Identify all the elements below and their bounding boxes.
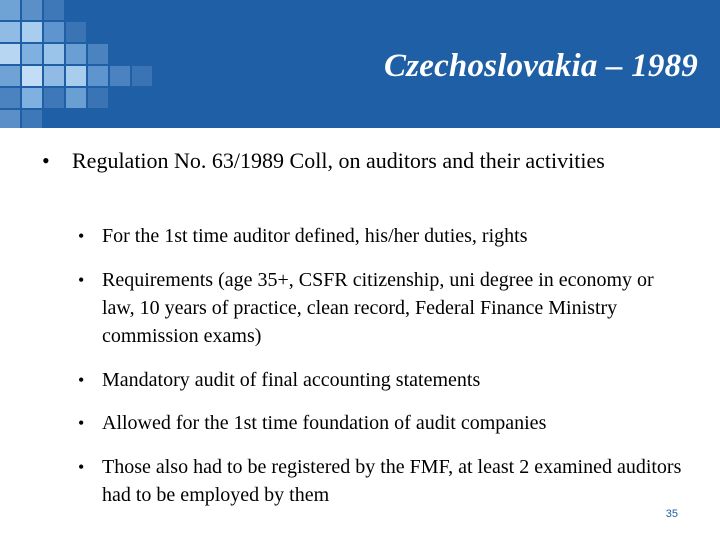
- bullet-text: Regulation No. 63/1989 Coll, on auditors and their activities: [72, 148, 605, 173]
- sub-bullet-text: Mandatory audit of final accounting statements: [102, 369, 481, 391]
- sub-bullet-text: For the 1st time auditor defined, his/her duties, rights: [102, 225, 528, 247]
- bullet-dot: •: [42, 148, 50, 173]
- bullet-dot: •: [78, 270, 85, 290]
- bullet-dot: •: [78, 370, 85, 390]
- bullet-item: [42, 147, 642, 203]
- sub-bullet-text: Those also had to be registered by the FMF, at least 2 examined auditors had to be employed by them: [102, 456, 682, 506]
- sub-bullet-text: Allowed for the 1st time foundation of audit companies: [102, 412, 547, 434]
- slide-title: Czechoslovakia – 1989: [383, 48, 698, 84]
- sub-bullet-text: Requirements (age 35+, CSFR citizenship, uni degree in economy or law, 10 years of practice, clean record, Federal Finance Ministry commission exams): [102, 269, 654, 347]
- page-number: 35: [665, 508, 678, 520]
- bullet-dot: •: [78, 457, 85, 477]
- bullet-dot: •: [78, 226, 85, 246]
- bullet-dot: •: [78, 413, 85, 433]
